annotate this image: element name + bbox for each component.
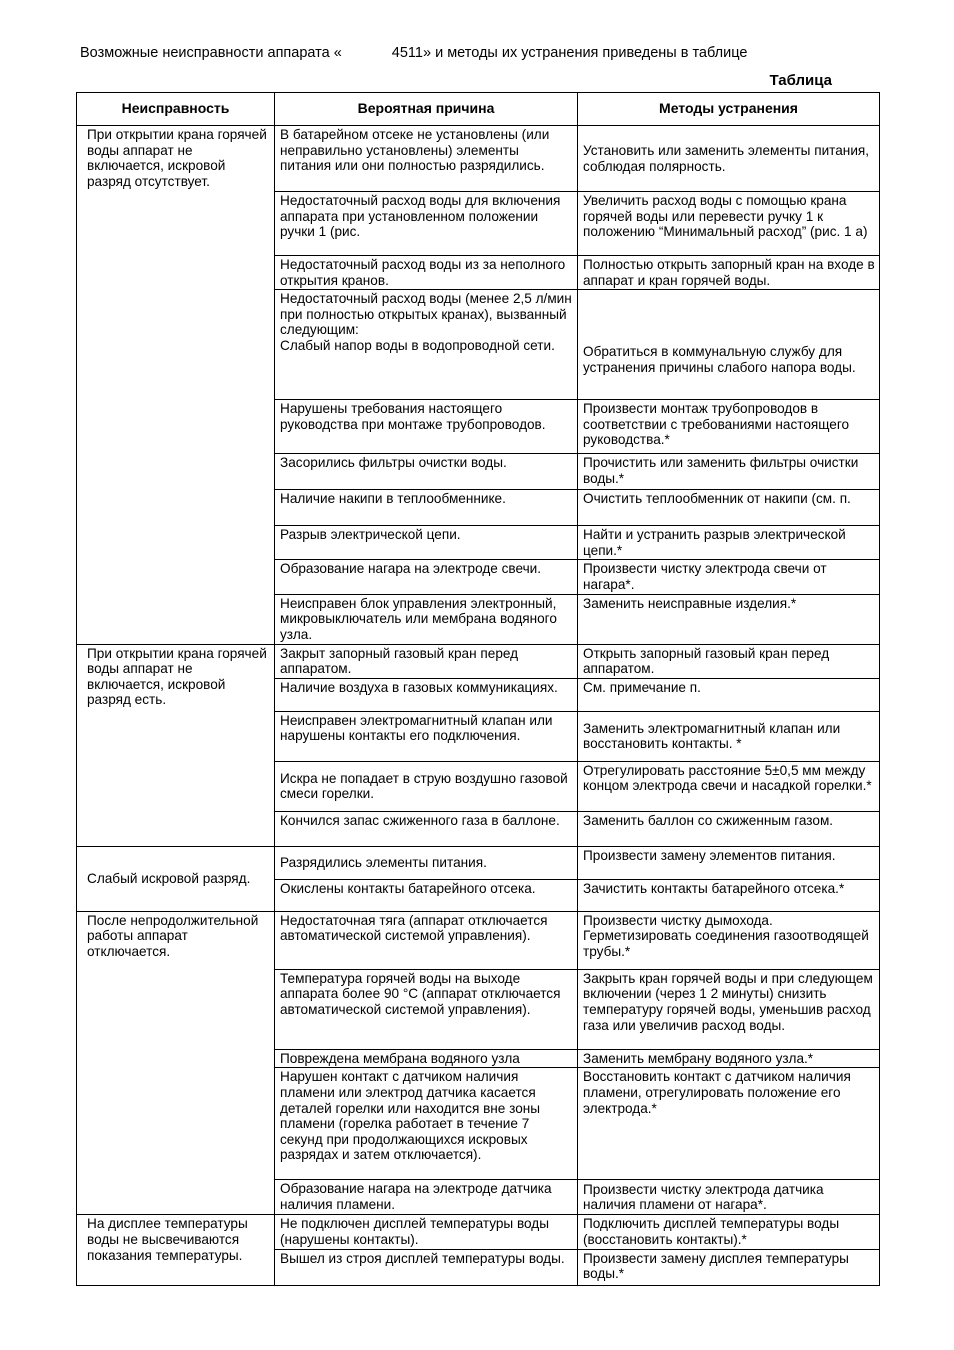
fix-cell: [578, 290, 880, 400]
fix-cell: Установить или заменить элементы питания, соблюдая полярность.: [578, 126, 880, 192]
troubleshooting-table: [76, 92, 880, 1286]
table-row: [77, 644, 880, 678]
cause-cell: Образование нагара на электроде свечи.: [275, 560, 578, 594]
cause-cell: Неисправен блок управления электронный, микровыключатель или мембрана водяного узла.: [275, 594, 578, 644]
cause-cell: Кончился запас сжиженного газа в баллоне.: [275, 811, 578, 846]
fix-cell: Восстановить контакт с датчиком наличия пламени, отрегулировать положение его электрода.*: [578, 1068, 880, 1180]
cause-cell: Наличие воздуха в газовых коммуникациях.: [275, 678, 578, 711]
cause-cell: Наличие накипи в теплообменнике.: [275, 490, 578, 526]
fix-cell: Произвести монтаж трубопроводов в соответствии с требованиями настоящего руководства.*: [578, 400, 880, 454]
table-caption: Таблица: [769, 72, 832, 89]
cause-cell: Не подключен дисплей температуры воды (нарушены контакты).: [275, 1215, 578, 1249]
fix-cell: Произвести чистку дымохода. Герметизировать соединения газоотводящей трубы.*: [578, 911, 880, 969]
cause-cell: Неисправен электромагнитный клапан или нарушены контакты его подключения.: [275, 711, 578, 761]
fix-cell: Произвести замену дисплея температуры воды.*: [578, 1249, 880, 1285]
fault-cell: Слабый искровой разряд.: [77, 846, 275, 911]
fix-cell: Открыть запорный газовый кран перед аппаратом.: [578, 644, 880, 678]
cause-cell: Образование нагара на электроде датчика наличия пламени.: [275, 1180, 578, 1215]
fix-cell: Увеличить расход воды с помощью крана горячей воды или перевести ручку 1 к положению “Минимальный расход” (рис. 1 а): [578, 192, 880, 256]
table-row: [77, 126, 880, 192]
fix-cell: Заменить электромагнитный клапан или восстановить контакты. *: [578, 711, 880, 761]
fix-cell: См. примечание п.: [578, 678, 880, 711]
cause-cell: Повреждена мембрана водяного узла: [275, 1049, 578, 1068]
cause-cell: Разрядились элементы питания.: [275, 846, 578, 879]
cause-cell: Нарушены требования настоящего руководства при монтаже трубопроводов.: [275, 400, 578, 454]
fix-cell: Отрегулировать расстояние 5±0,5 мм между концом электрода свечи и насадкой горелки.*: [578, 761, 880, 811]
cause-detail: Слабый напор воды в водопроводной сети.: [280, 337, 555, 353]
cause-cell: Окислены контакты батарейного отсека.: [275, 879, 578, 911]
cause-cell: [275, 290, 578, 400]
intro-text-left: Возможные неисправности аппарата «: [80, 45, 342, 61]
intro-text-right: 4511» и методы их устранения приведены в таблице: [391, 45, 748, 61]
cause-intro: Недостаточный расход воды (менее 2,5 л/мин при полностью открытых кранах), вызванный следующим:: [280, 291, 572, 338]
cause-cell: Закрыт запорный газовый кран перед аппаратом.: [275, 644, 578, 678]
fix-cell: Полностью открыть запорный кран на входе в аппарат и кран горячей воды.: [578, 256, 880, 290]
cause-cell: Температура горячей воды на выходе аппарата более 90 °С (аппарат отключается автоматической системой управления).: [275, 969, 578, 1049]
fix-cell: Очистить теплообменник от накипи (см. п.: [578, 490, 880, 526]
cause-cell: Недостаточный расход воды из за неполного открытия кранов.: [275, 256, 578, 290]
fix-cell: Произвести замену элементов питания.: [578, 846, 880, 879]
fault-cell: При открытии крана горячей воды аппарат не включается, искровой разряд отсутствует.: [77, 126, 275, 645]
fix-cell: Прочистить или заменить фильтры очистки воды.*: [578, 454, 880, 490]
fault-cell: На дисплее температуры воды не высвечиваются показания температуры.: [77, 1215, 275, 1285]
fault-cell: После непродолжительной работы аппарат отключается.: [77, 911, 275, 1215]
cause-cell: Искра не попадает в струю воздушно газовой смеси горелки.: [275, 761, 578, 811]
intro-text: [80, 45, 747, 61]
fix-cell: Произвести чистку электрода датчика наличия пламени от нагара*.: [578, 1180, 880, 1215]
table-row: [77, 846, 880, 879]
cause-cell: В батарейном отсеке не установлены (или неправильно установлены) элементы питания или они полностью разрядились.: [275, 126, 578, 192]
table-row: [77, 1215, 880, 1249]
fix-cell: Заменить неисправные изделия.*: [578, 594, 880, 644]
header-fix: Методы устранения: [578, 93, 880, 126]
fault-cell: При открытии крана горячей воды аппарат не включается, искровой разряд есть.: [77, 644, 275, 846]
table-row: [77, 911, 880, 969]
fix-cell: Закрыть кран горячей воды и при следующем включении (через 1 2 минуты) снизить температуру горячей воды, уменьшив расход газа или увеличив расход воды.: [578, 969, 880, 1049]
header-fault: Неисправность: [77, 93, 275, 126]
table-header-row: [77, 93, 880, 126]
cause-cell: Нарушен контакт с датчиком наличия пламени или электрод датчика касается деталей горелки или находится вне зоны пламени (горелка работает в течение 7 секунд при продолжающихся искровых разрядах и затем отключается).: [275, 1068, 578, 1180]
fix-cell: Заменить баллон со сжиженным газом.: [578, 811, 880, 846]
header-cause: Вероятная причина: [275, 93, 578, 126]
fix-cell: Заменить мембрану водяного узла.*: [578, 1049, 880, 1068]
cause-cell: Засорились фильтры очистки воды.: [275, 454, 578, 490]
fix-cell: Произвести чистку электрода свечи от нагара*.: [578, 560, 880, 594]
cause-cell: Вышел из строя дисплей температуры воды.: [275, 1249, 578, 1285]
fix-cell: Подключить дисплей температуры воды (восстановить контакты).*: [578, 1215, 880, 1249]
fix-cell: Зачистить контакты батарейного отсека.*: [578, 879, 880, 911]
fix-cell: Найти и устранить разрыв электрической цепи.*: [578, 526, 880, 560]
fix-text: Обратиться в коммунальную службу для устранения причины слабого напора воды.: [583, 344, 856, 375]
cause-cell: Недостаточная тяга (аппарат отключается автоматической системой управления).: [275, 911, 578, 969]
cause-cell: Разрыв электрической цепи.: [275, 526, 578, 560]
cause-cell: Недостаточный расход воды для включения аппарата при установленном положении ручки 1 (рис.: [275, 192, 578, 256]
